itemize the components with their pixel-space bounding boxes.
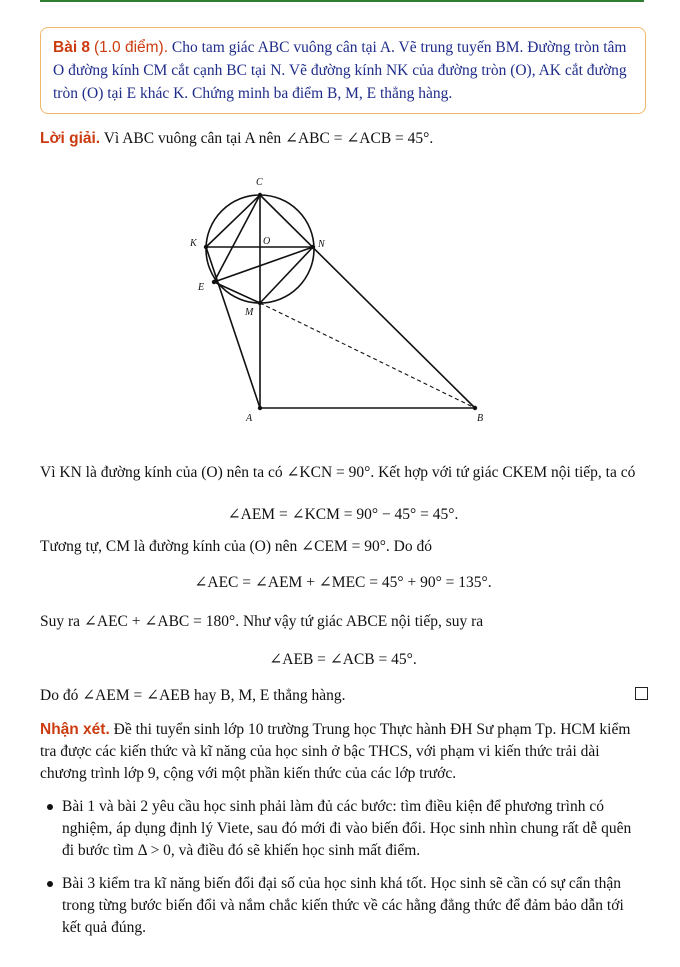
solution-line1: Vì ABC vuông cân tại A nên ∠ABC = ∠ACB = 45°. (103, 130, 434, 147)
label-o: O (263, 236, 271, 247)
solution-intro (40, 128, 646, 150)
solution-paragraph-5: Do đó ∠AEM = ∠AEB hay B, M, E thẳng hàng. (40, 687, 346, 704)
problem-label: Bài 8 (53, 39, 91, 56)
solution-paragraph-3: Tương tự, CM là đường kính của (O) nên ∠CEM = 90°. Do đó (40, 538, 432, 555)
list-item: Bài 3 kiểm tra kĩ năng biến đổi đại số của học sinh khá tốt. Học sinh sẽ cần có sự cẩn thận trong từng bước biến đổi và nắm chắc kiến thức về các hằng đẳng thức để đảm bảo dẫn tới kết quả đúng. (62, 873, 646, 939)
label-n: N (318, 239, 325, 250)
remark-paragraph (40, 719, 646, 785)
segment-cb (260, 195, 475, 408)
problem-points: (1.0 điểm). (93, 39, 169, 56)
label-e: E (198, 282, 205, 293)
list-item: Bài 1 và bài 2 yêu cầu học sinh phải làm đủ các bước: tìm điều kiện để phương trình có nghiệm, áp dụng định lý Viete, sau đó mới đi vào biến đổi. Học sinh nhìn chung rất dễ quên đi bước tìm Δ > 0, và điều đó sẽ khiến học sinh mất điểm. (62, 796, 646, 862)
equation-1: ∠AEM = ∠KCM = 90° − 45° = 45°. (227, 506, 459, 523)
label-c: C (256, 177, 263, 188)
segment-mb (260, 303, 475, 408)
qed-box (635, 687, 648, 700)
remark-text: Đề thi tuyển sinh lớp 10 trường Trung học Thực hành ĐH Sư phạm Tp. HCM kiểm tra được các kiến thức và kĩ năng của học sinh ở bậc THCS, với phạm vi kiến thức trải dài chương trình lớp 9, cộng với một phần kiến thức của các lớp trước. (40, 721, 631, 782)
top-rule (40, 0, 644, 2)
solution-label: Lời giải. (40, 130, 101, 147)
label-a: A (246, 413, 253, 424)
problem-text: Cho tam giác ABC vuông cân tại A. Vẽ trung tuyến BM. Đường tròn tâm O đường kính CM cắt cạnh BC tại N. Vẽ đường kính NK của đường tròn (O), AK cắt đường tròn (O) tại E khác K. Chứng minh ba điểm B, M, E thẳng hàng. (53, 39, 627, 102)
segment-ka (206, 247, 260, 408)
label-m: M (245, 307, 254, 318)
label-k: K (190, 238, 197, 249)
label-b: B (477, 413, 484, 424)
remark-label: Nhận xét. (40, 721, 110, 738)
segment-mn (260, 247, 313, 303)
geometry-figure (180, 170, 500, 430)
solution-paragraph-2: Vì KN là đường kính của (O) nên ta có ∠KCN = 90°. Kết hợp với tứ giác CKEM nội tiếp, ta có (40, 464, 636, 481)
equation-3: ∠AEB = ∠ACB = 45°. (269, 651, 417, 668)
solution-paragraph-4: Suy ra ∠AEC + ∠ABC = 180°. Như vậy tứ giác ABCE nội tiếp, suy ra (40, 613, 484, 630)
problem-box (40, 27, 646, 114)
equation-2: ∠AEC = ∠AEM + ∠MEC = 45° + 90° = 135°. (194, 574, 492, 591)
